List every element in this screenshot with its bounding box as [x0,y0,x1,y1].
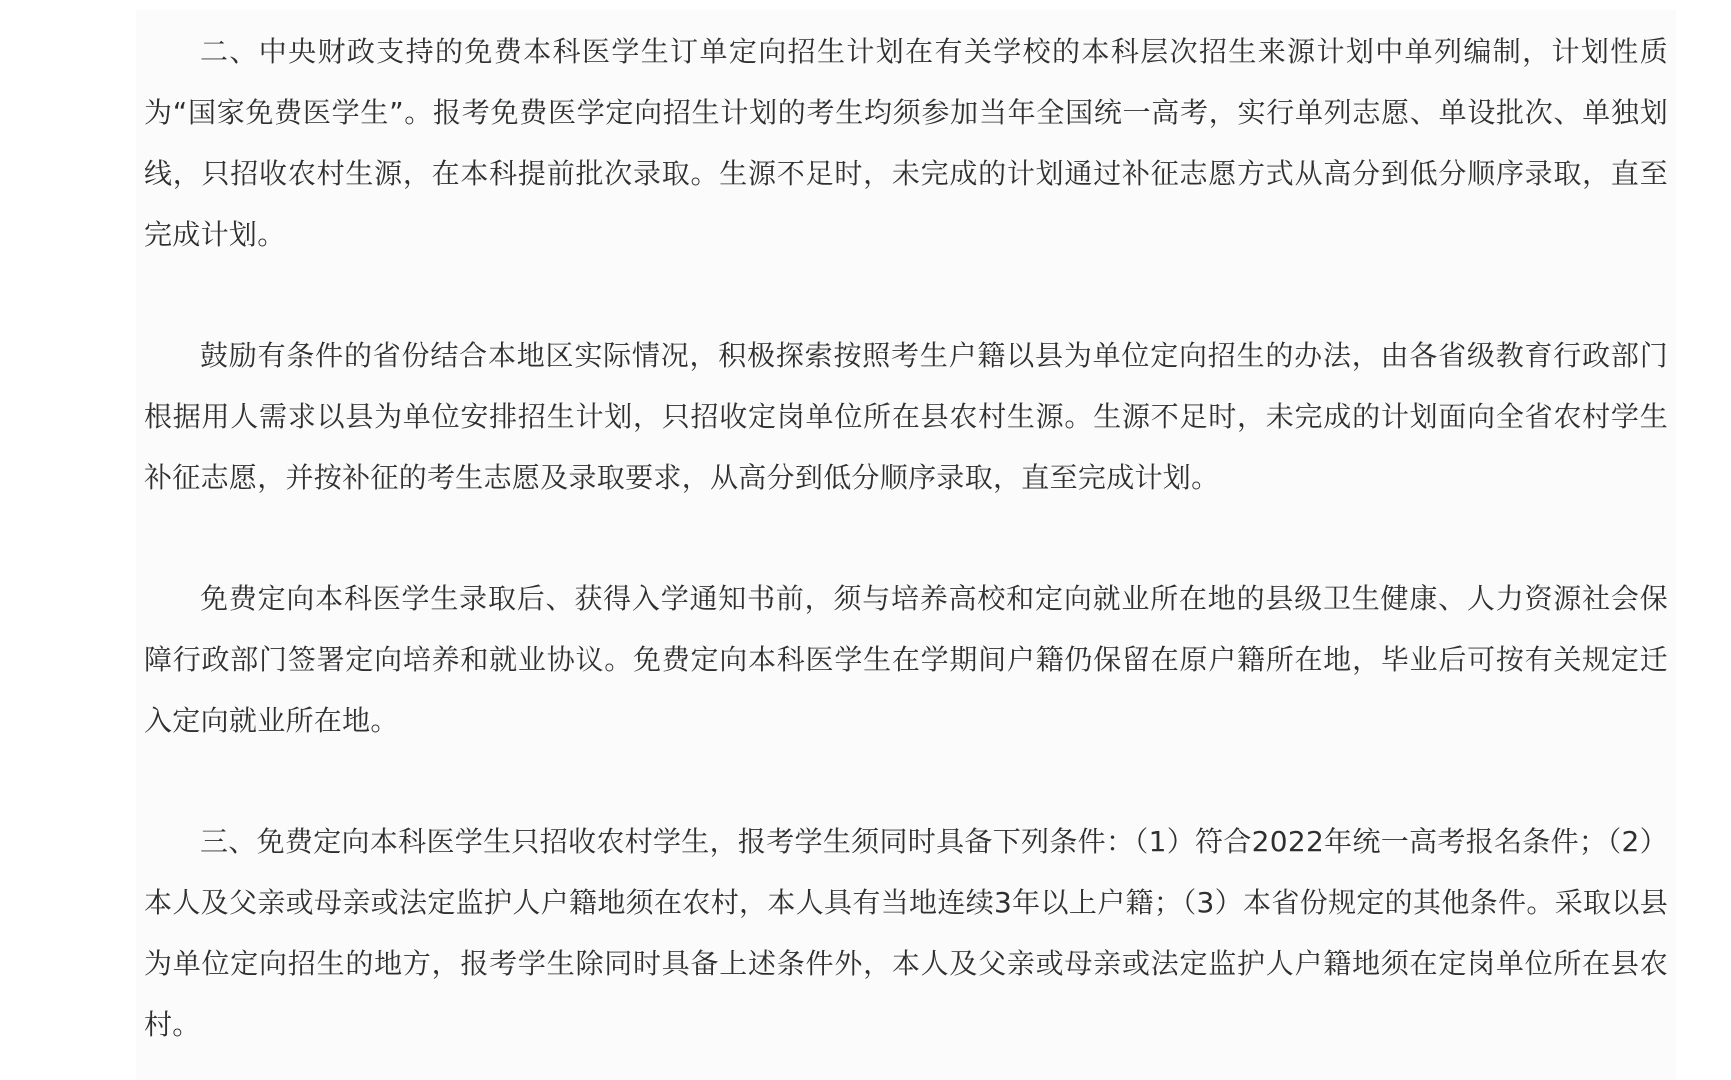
article-body [136,10,1676,1080]
paragraph-agreement: 免费定向本科医学生录取后、获得入学通知书前，须与培养高校和定向就业所在地的县级卫生健康、人力资源社会保障行政部门签署定向培养和就业协议。免费定向本科医学生在学期间户籍仍保留在原户籍所在地，毕业后可按有关规定迁入定向就业所在地。 [144,582,1668,737]
paragraph-county-targeted: 鼓励有条件的省份结合本地区实际情况，积极探索按照考生户籍以县为单位定向招生的办法，由各省级教育行政部门根据用人需求以县为单位安排招生计划，只招收定岗单位所在县农村生源。生源不足时，未完成的计划面向全省农村学生补征志愿，并按补征的考生志愿及录取要求，从高分到低分顺序录取，直至完成计划。 [144,339,1668,494]
paragraph-section-three: 三、免费定向本科医学生只招收农村学生，报考学生须同时具备下列条件：（1）符合2022年统一高考报名条件；（2）本人及父亲或母亲或法定监护人户籍地须在农村，本人具有当地连续3年以上户籍；（3）本省份规定的其他条件。采取以县为单位定向招生的地方，报考学生除同时具备上述条件外，本人及父亲或母亲或法定监护人户籍地须在定岗单位所在县农村。 [144,825,1668,1041]
paragraph-section-two: 二、中央财政支持的免费本科医学生订单定向招生计划在有关学校的本科层次招生来源计划中单列编制，计划性质为“国家免费医学生”。报考免费医学定向招生计划的考生均须参加当年全国统一高考，实行单列志愿、单设批次、单独划线，只招收农村生源，在本科提前批次录取。生源不足时，未完成的计划通过补征志愿方式从高分到低分顺序录取，直至完成计划。 [144,35,1668,251]
